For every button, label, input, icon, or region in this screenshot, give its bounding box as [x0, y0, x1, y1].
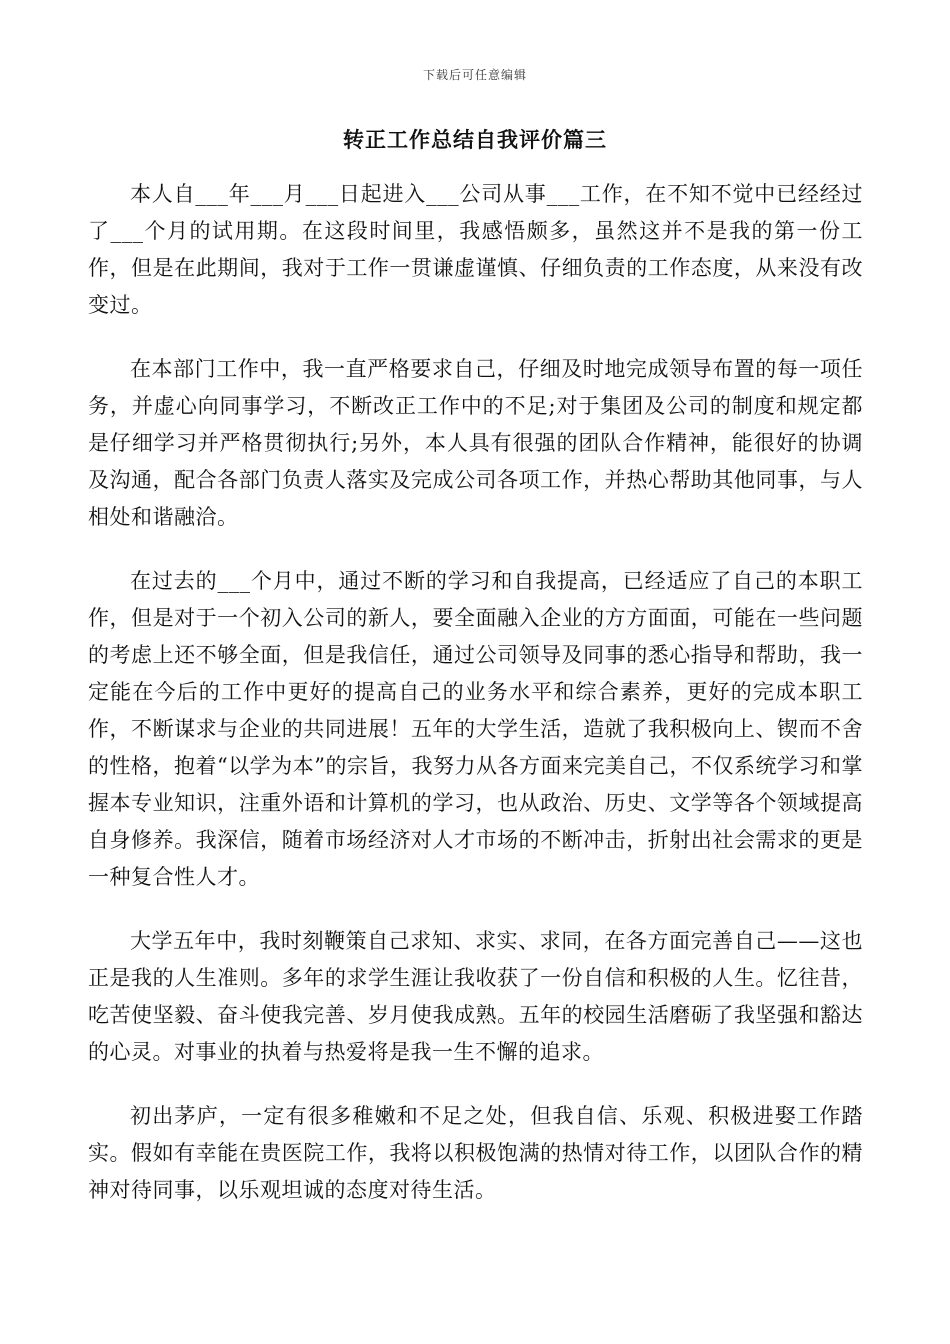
paragraph-2: 在本部门工作中，我一直严格要求自己，仔细及时地完成领导布置的每一项任务，并虚心向同事学习，不断改正工作中的不足;对于集团及公司的制度和规定都是仔细学习并严格贯彻执行;另外，本人具有很强的团队合作精神，能很好的协调及沟通，配合各部门负责人落实及完成公司各项工作，并热心帮助其他同事，与人相处和谐融洽。 — [88, 357, 863, 529]
paragraph-1: 本人自___年___月___日起进入___公司从事___工作，在不知不觉中已经经过了___个月的试用期。在这段时间里，我感悟颇多，虽然这并不是我的第一份工作，但是在此期间，我对于工作一贯谦虚谨慎、仔细负责的工作态度，从来没有改变过。 — [88, 182, 863, 317]
document-body — [88, 176, 863, 1236]
header-note: 下载后可任意编辑 — [422, 68, 527, 82]
document-title: 转正工作总结自我评价篇三 — [343, 127, 607, 152]
paragraph-5: 初出茅庐，一定有很多稚嫩和不足之处，但我自信、乐观、积极进娶工作踏实。假如有幸能在贵医院工作，我将以积极饱满的热情对待工作，以团队合作的精神对待同事，以乐观坦诚的态度对待生活。 — [88, 1104, 863, 1202]
paragraph-3: 在过去的___个月中，通过不断的学习和自我提高，已经适应了自己的本职工作，但是对于一个初入公司的新人，要全面融入企业的方方面面，可能在一些问题的考虑上还不够全面，但是我信任，通过公司领导及同事的悉心指导和帮助，我一定能在今后的工作中更好的提高自己的业务水平和综合素养，更好的完成本职工作，不断谋求与企业的共同进展！五年的大学生活，造就了我积极向上、锲而不舍的性格，抱着“以学为本”的宗旨，我努力从各方面来完美自己，不仅系统学习和掌握本专业知识，注重外语和计算机的学习，也从政治、历史、文学等各个领域提高自身修养。我深信，随着市场经济对人才市场的不断冲击，折射出社会需求的更是一种复合性人才。 — [88, 569, 863, 889]
paragraph-4: 大学五年中，我时刻鞭策自己求知、求实、求同，在各方面完善自己——这也正是我的人生准则。多年的求学生涯让我收获了一份自信和积极的人生。忆往昔，吃苦使坚毅、奋斗使我完善、岁月使我成熟。五年的校园生活磨砺了我坚强和豁达的心灵。对事业的执着与热爱将是我一生不懈的追求。 — [88, 929, 863, 1064]
